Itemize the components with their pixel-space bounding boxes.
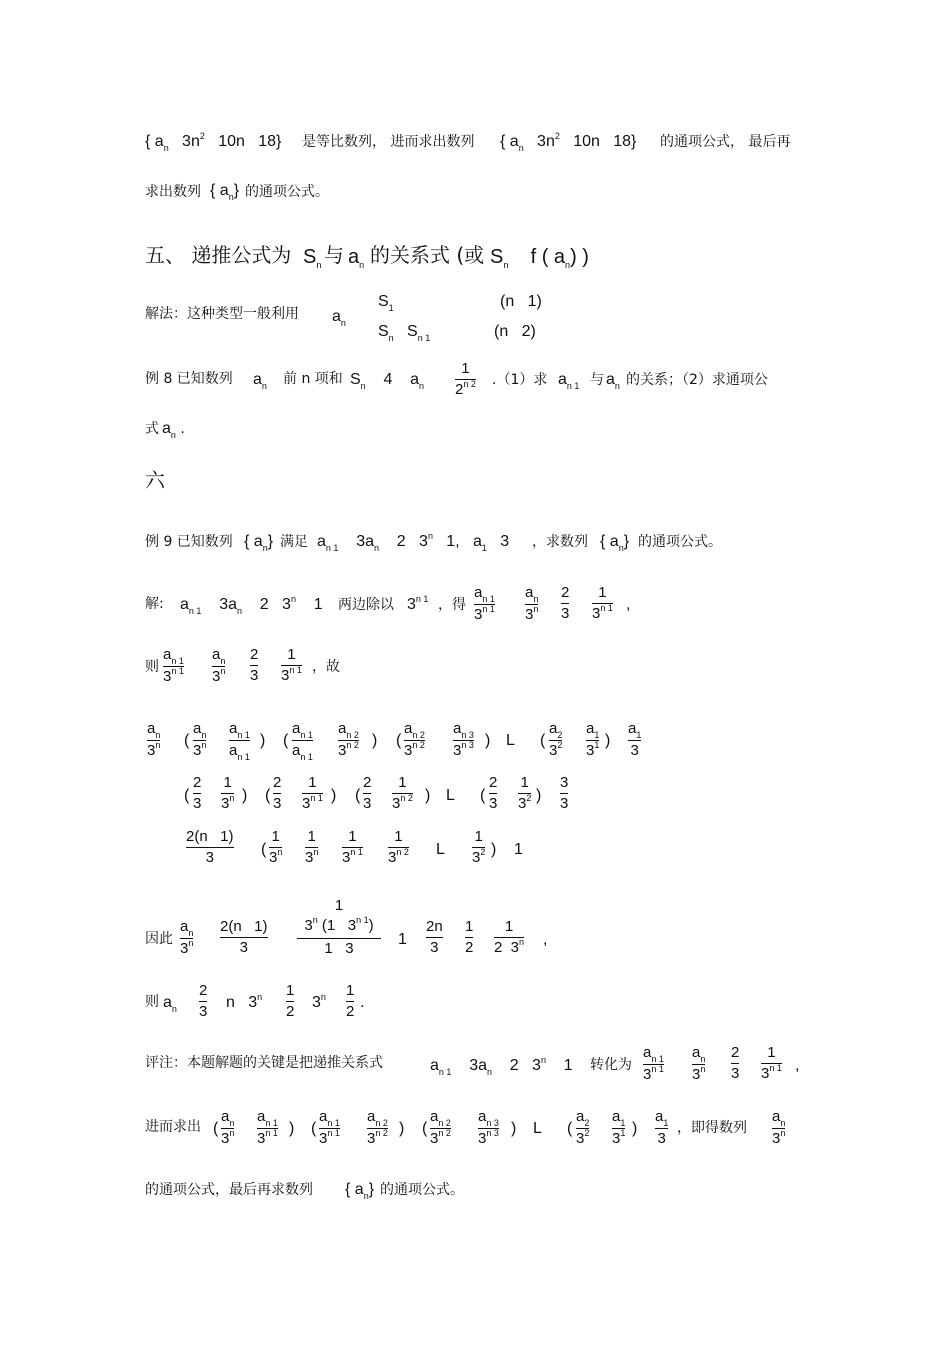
comment-label: 评注：本题解题的关键是把递推关系式: [145, 1055, 383, 1071]
row1-paren-e: (: [396, 732, 402, 749]
heading-five: 五、 递推公式为: [145, 243, 292, 267]
row3-ellipsis: L: [436, 841, 445, 858]
frac-an-3n: $a_n$ 3$^n$: [525, 584, 539, 623]
text-line1-tail: 的通项公式， 最后再: [660, 134, 791, 150]
formula-sn: $S_n$: [303, 246, 322, 270]
comment2-get: ，即得数列: [677, 1120, 747, 1136]
text-line2: 求出数列: [145, 184, 201, 200]
text-line1: 是等比数列， 进而求出数列: [302, 134, 475, 150]
row2-frac-f: 1 $3^{n 2}$: [392, 774, 413, 812]
comment-recurrence: $a_{n 1}$ $3a_n$ 2 3$^n$ 1: [430, 1055, 573, 1077]
row3-frac-c: 1 3$^n$: [305, 828, 319, 866]
row3-frac-b: 1 3$^n$: [269, 828, 283, 866]
solution-label: 解:: [145, 596, 164, 612]
c2-paren-g: (: [567, 1120, 573, 1137]
c2-ellipsis: L: [533, 1120, 542, 1137]
comment-frac4: 1 $3^{n 1}$: [761, 1044, 782, 1082]
hence-label: 因此: [145, 931, 173, 947]
row2-frac-d: 1 $3^{n 1}$: [302, 774, 323, 812]
row2-paren-e: (: [355, 787, 361, 804]
c2-paren-d: ): [399, 1120, 405, 1137]
row2-frac-e: 2 3: [363, 774, 372, 812]
row2-paren-h: ): [536, 787, 542, 804]
c2-frac-i: $a_1$ 3: [655, 1108, 669, 1147]
comment-frac1: $a_{n 1}$ $3^{n 1}$: [643, 1044, 664, 1083]
c2-frac-a: $a_n$ 3$^n$: [221, 1108, 235, 1147]
piecewise-cond1: (n 1): [500, 293, 542, 310]
hence-frac3: 1 3$^n$ (1 $3^{n 1}$) 1 3: [297, 896, 381, 958]
ex9-end: 的通项公式。: [638, 534, 722, 550]
row1-paren-g: (: [540, 732, 546, 749]
c2-paren-a: (: [213, 1120, 219, 1137]
hence-frac6: 1 2 3$^n$: [494, 918, 525, 956]
piecewise-row2: $S_n$ $S_{n 1}$: [378, 323, 431, 343]
ex8-q2: 的关系；（2）求通项公: [626, 372, 768, 388]
sol-get: ，得: [438, 597, 466, 613]
hence-frac2: 2(n 1) 3: [220, 918, 268, 956]
ex8-an: $a_n$: [253, 371, 267, 391]
row1-frac-a: $a_n$ 3$^n$: [193, 720, 207, 759]
ex8-q1: .（1）求: [492, 372, 548, 388]
ex9-find: ，求数列: [532, 534, 588, 550]
ex9-satisfy: 满足: [280, 534, 308, 550]
ex8-fraction: 1 $2^{n 2}$: [455, 360, 476, 398]
therefore: ，故: [312, 659, 340, 675]
method-label: 解法：这种类型一般利用: [145, 306, 299, 322]
piecewise-cond2: (n 2): [494, 323, 536, 340]
then2-frac2: 1 2: [286, 982, 295, 1020]
formula-an-piecewise: $a_n$: [332, 308, 346, 328]
row3-frac-d: 1 $3^{n 1}$: [342, 828, 363, 866]
formula-an-set: { $a_n$}: [210, 182, 240, 202]
row3-frac-f: 1 $3^2$: [472, 828, 486, 866]
text-line2-tail: 的通项公式。: [245, 184, 329, 200]
sol-divide: 两边除以: [338, 597, 394, 613]
row2-paren-c: (: [265, 787, 271, 804]
comment-frac2: $a_n$ 3$^n$: [692, 1044, 706, 1083]
then2-an: $a_n$: [163, 994, 177, 1014]
c2-frac-b: $a_{n 1}$ $3^{n 1}$: [257, 1108, 278, 1147]
c2-frac-e: $a_{n 2}$ $3^{n 2}$: [430, 1108, 451, 1147]
hence-frac5: 1 2: [465, 918, 474, 956]
row1-paren-f: ): [485, 732, 491, 749]
row3-paren-a: (: [261, 841, 267, 858]
ex8-and: 与: [590, 372, 604, 388]
comment2-label: 进而求出: [145, 1119, 201, 1135]
row1-ellipsis: L: [506, 732, 515, 749]
ex9-set2: { $a_n$}: [600, 533, 630, 553]
row1-paren-c: (: [283, 732, 289, 749]
row2-paren-b: ): [242, 787, 248, 804]
row2-frac-i: 3 3: [560, 774, 569, 812]
heading-five-and: 与: [324, 243, 344, 267]
ex8-sn: $S_n$ 4 $a_n$: [350, 371, 425, 391]
row2-frac-a: 2 3: [193, 774, 202, 812]
row1-frac-f: $a_{n 3}$ $3^{n 3}$: [453, 720, 474, 759]
then2-frac3: 1 2: [346, 982, 355, 1020]
ex9-label: 例 9 已知数列: [145, 534, 233, 550]
hence-one: 1: [398, 931, 407, 948]
c2-frac-g: $a_2$ $3^2$: [576, 1108, 590, 1147]
sol-3n1: $3^{n 1}$: [407, 594, 429, 613]
frac-1-3n1: 1 $3^{n 1}$: [592, 584, 613, 622]
formula-line1-a: { $a_n$ $3n^2$ 10n 18}: [145, 131, 282, 153]
sol-recurrence: $a_{n 1}$ $3a_n$ 2 3$^n$ 1: [180, 594, 323, 616]
c2-paren-c: (: [311, 1120, 317, 1137]
row1-frac-h: $a_1$ $3^1$: [586, 720, 600, 759]
heading-five-relation: 的关系式 (或: [370, 243, 485, 267]
row1-frac-e: $a_{n 2}$ $3^{n 2}$: [404, 720, 425, 759]
row1-frac-an-3n: $a_n$ 3$^n$: [147, 720, 161, 759]
hence-frac1: $a_n$ 3$^n$: [180, 918, 194, 957]
frac-an1-3n1: $a_{n 1}$ $3^{n 1}$: [474, 584, 495, 623]
row1-paren-b: ): [260, 732, 266, 749]
c2-paren-h: ): [632, 1120, 638, 1137]
ex9-set: { $a_n$}: [244, 533, 274, 553]
row1-frac-g: $a_2$ $3^2$: [549, 720, 563, 759]
then-label: 则: [145, 659, 159, 675]
row2-frac-b: 1 3$^n$: [221, 774, 235, 812]
ex8-an-end: $a_n$ .: [162, 420, 185, 440]
row3-paren-b: ): [491, 841, 497, 858]
row1-frac-b: $a_{n 1}$ $a_{n 1}$: [229, 720, 250, 762]
ex9-recurrence: $a_{n 1}$ $3a_n$ 2 3$^n$ 1, $a_1$ 3: [317, 531, 510, 553]
comment-transform: 转化为: [590, 1057, 632, 1073]
c2-frac-c: $a_{n 1}$ $3^{n 1}$: [319, 1108, 340, 1147]
frac-2-3: 2 3: [561, 584, 570, 622]
then2-frac1: 2 3: [199, 982, 208, 1020]
row1-paren-a: (: [184, 732, 190, 749]
formula-an: $a_n$: [348, 246, 365, 270]
formula-line1-b: { $a_n$ $3n^2$ 10n 18}: [500, 131, 637, 153]
row1-frac-c: $a_{n 1}$ $a_{n 1}$: [292, 720, 313, 762]
ex8-an2: $a_n$: [606, 371, 620, 391]
hence-frac4: 2n 3: [426, 918, 443, 956]
formula-sn-fan: $S_n$ f ( $a_n$) ): [490, 246, 589, 270]
row2-ellipsis: L: [446, 787, 455, 804]
c3-set: { $a_n$}: [345, 1181, 375, 1201]
comment-comma: ,: [795, 1057, 800, 1074]
row2-frac-c: 2 3: [273, 774, 282, 812]
then2-label: 则: [145, 994, 159, 1010]
ex8-label: 例 8 已知数列: [145, 371, 233, 387]
row1-paren-h: ): [605, 732, 611, 749]
row3-one: 1: [514, 841, 523, 858]
c2-frac-f: $a_{n 3}$ $3^{n 3}$: [478, 1108, 499, 1147]
then-frac3: 2 3: [250, 646, 259, 684]
row1-frac-d: $a_{n 2}$ $3^{n 2}$: [338, 720, 359, 759]
ex8-text: 前 n 项和: [283, 371, 343, 387]
hence-comma: ,: [543, 931, 548, 948]
heading-six: 六: [145, 468, 165, 492]
c2-frac-h: $a_1$ $3^1$: [612, 1108, 626, 1147]
comma: ,: [626, 596, 631, 613]
row2-frac-h: 1 $3^2$: [518, 774, 532, 812]
row1-paren-d: ): [372, 732, 378, 749]
then2-period: .: [360, 994, 365, 1011]
piecewise-row1: $S_1$: [378, 293, 394, 313]
then-frac2: $a_n$ 3$^n$: [212, 646, 226, 685]
then2-3n: 3$^n$: [312, 992, 326, 1011]
row1-frac-i: $a_1$ 3: [628, 720, 642, 759]
comment3-label: 的通项公式，最后再求数列: [145, 1182, 313, 1198]
c2-paren-f: ): [511, 1120, 517, 1137]
row2-frac-g: 2 3: [489, 774, 498, 812]
c2-paren-e: (: [422, 1120, 428, 1137]
then2-n3n: n 3$^n$: [226, 992, 263, 1011]
row2-paren-a: (: [184, 787, 190, 804]
row2-paren-d: ): [331, 787, 337, 804]
ex8-an1: $a_{n 1}$: [558, 371, 580, 391]
row3-frac-e: 1 $3^{n 2}$: [388, 828, 409, 866]
then-frac4: 1 $3^{n 1}$: [281, 646, 302, 684]
comment3-end: 的通项公式。: [380, 1182, 464, 1198]
c2-frac-j: $a_n$ 3$^n$: [772, 1108, 786, 1147]
then-frac1: $a_{n 1}$ $3^{n 1}$: [163, 646, 184, 685]
ex8-formula-label: 式: [145, 421, 159, 437]
row2-paren-g: (: [480, 787, 486, 804]
row2-paren-f: ): [425, 787, 431, 804]
row3-frac-a: 2(n 1) 3: [186, 828, 234, 866]
c2-paren-b: ): [289, 1120, 295, 1137]
c2-frac-d: $a_{n 2}$ $3^{n 2}$: [367, 1108, 388, 1147]
comment-frac3: 2 3: [731, 1044, 740, 1082]
